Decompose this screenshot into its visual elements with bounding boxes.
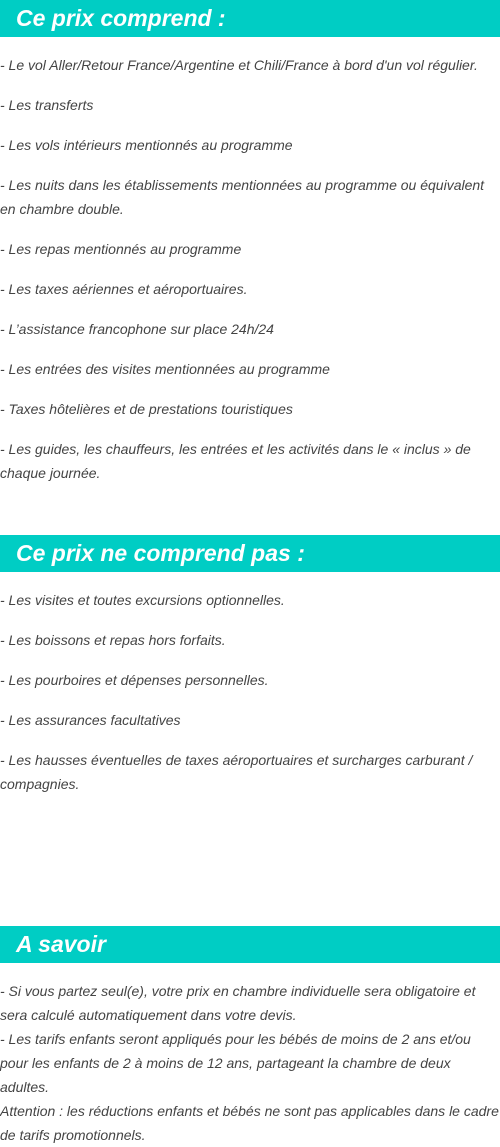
list-item: - L’assistance francophone sur place 24h/24 xyxy=(0,321,274,337)
savoir-section-title: A savoir xyxy=(0,926,500,963)
list-item: - Les entrées des visites mentionnées au programme xyxy=(0,361,330,377)
list-item: - Les pourboires et dépenses personnelles. xyxy=(0,672,269,688)
list-item: - Taxes hôtelières et de prestations touristiques xyxy=(0,401,293,417)
savoir-line: - Les tarifs enfants seront appliqués pour les bébés de moins de 2 ans et/ou pour les enfants de 2 à moins de 12 ans, partageant la chambre de deux adultes. xyxy=(0,1031,471,1095)
savoir-line: Attention : les réductions enfants et bébés ne sont pas applicables dans le cadre de tarifs promotionnels. xyxy=(0,1103,499,1143)
list-item: - Les assurances facultatives xyxy=(0,712,181,728)
excluded-list xyxy=(0,588,500,812)
savoir-line: - Si vous partez seul(e), votre prix en chambre individuelle sera obligatoire et sera calculé automatiquement dans votre devis. xyxy=(0,983,476,1023)
excluded-section-title: Ce prix ne comprend pas : xyxy=(0,535,500,572)
included-section-title: Ce prix comprend : xyxy=(0,0,500,37)
list-item: - Les visites et toutes excursions optionnelles. xyxy=(0,592,285,608)
savoir-paragraph xyxy=(0,979,500,1147)
list-item: - Les boissons et repas hors forfaits. xyxy=(0,632,226,648)
list-item: - Les nuits dans les établissements mentionnées au programme ou équivalent en chambre double. xyxy=(0,177,485,217)
list-item: - Les taxes aériennes et aéroportuaires. xyxy=(0,281,248,297)
list-item: - Les repas mentionnés au programme xyxy=(0,241,242,257)
included-list xyxy=(0,53,500,501)
list-item: - Les hausses éventuelles de taxes aéroportuaires et surcharges carburant / compagnies. xyxy=(0,752,473,792)
list-item: - Les vols intérieurs mentionnés au programme xyxy=(0,137,293,153)
list-item: - Les transferts xyxy=(0,97,94,113)
list-item: - Le vol Aller/Retour France/Argentine et Chili/France à bord d'un vol régulier. xyxy=(0,57,478,73)
list-item: - Les guides, les chauffeurs, les entrées et les activités dans le « inclus » de chaque journée. xyxy=(0,441,471,481)
